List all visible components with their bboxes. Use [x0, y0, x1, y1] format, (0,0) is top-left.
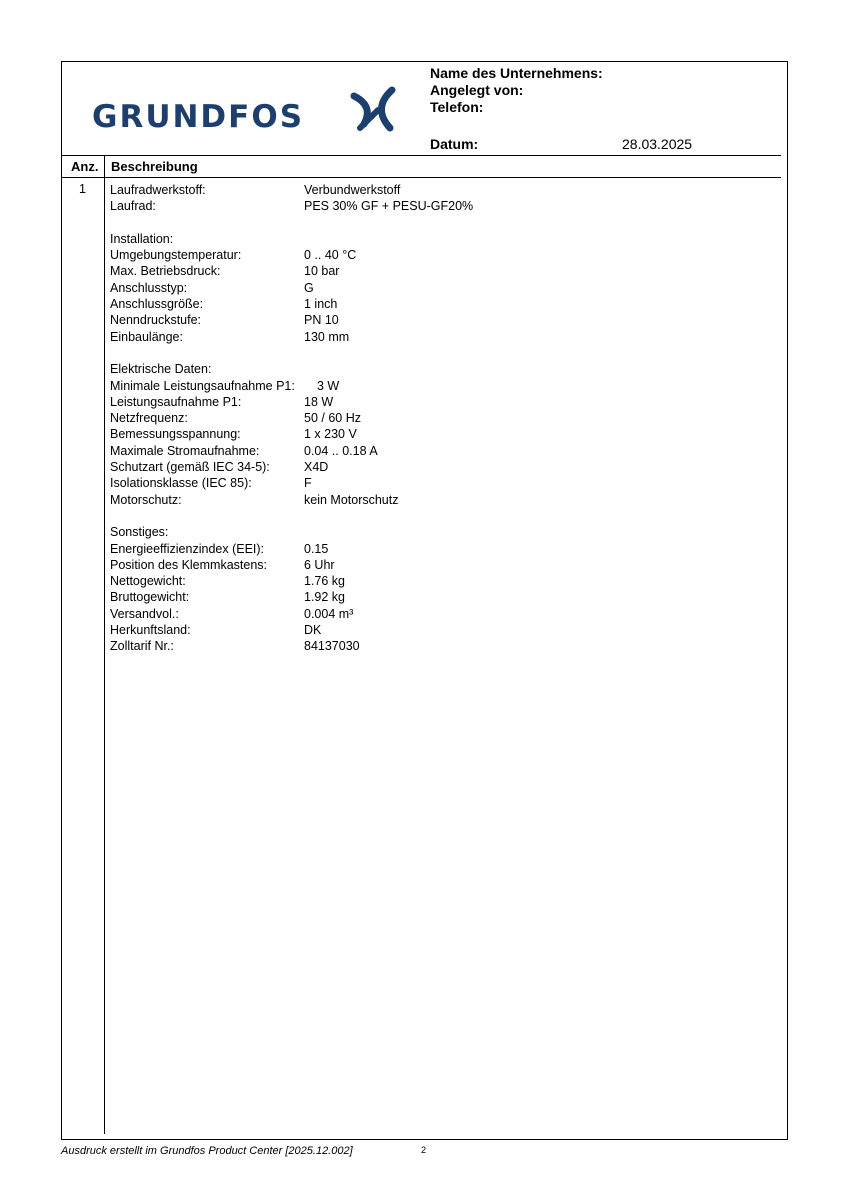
- spec-value: 0 .. 40 °C: [304, 248, 357, 263]
- spec-value: Verbundwerkstoff: [304, 183, 401, 197]
- spec-value: 84137030: [304, 639, 360, 654]
- spec-value: 0.15: [304, 541, 329, 556]
- spec-label: Motorschutz:: [110, 492, 182, 507]
- spec-value: G: [304, 280, 314, 295]
- spec-label: Nenndruckstufe:: [110, 313, 202, 328]
- spec-value: 130 mm: [304, 329, 350, 344]
- spec-label: Leistungsaufnahme P1:: [110, 394, 242, 409]
- spec-label: Position des Klemmkastens:: [110, 557, 268, 572]
- spec-label: Nettogewicht:: [110, 574, 186, 589]
- page-number: 2: [421, 1145, 427, 1155]
- spec-value: 1 inch: [304, 297, 338, 312]
- spec-label: Minimale Leistungsaufnahme P1:: [110, 378, 295, 393]
- spec-label: Versandvol.:: [110, 606, 179, 621]
- spec-label: Herkunftsland:: [110, 623, 191, 638]
- spec-value: PN 10: [304, 313, 339, 328]
- spec-value: 1 x 230 V: [304, 427, 357, 442]
- phone-label: Telefon:: [430, 99, 484, 115]
- spec-value: 0.004 m³: [304, 606, 354, 621]
- spec-value: 6 Uhr: [304, 557, 335, 572]
- date-value: 28.03.2025: [622, 136, 693, 152]
- spec-value: 18 W: [304, 394, 334, 409]
- header-divider-top: [61, 155, 781, 156]
- spec-label: Zolltarif Nr.:: [110, 639, 174, 654]
- spec-value: PES 30% GF + PESU-GF20%: [304, 199, 474, 214]
- spec-label: Max. Betriebsdruck:: [110, 264, 221, 279]
- spec-label: Einbaulänge:: [110, 329, 183, 344]
- header-divider-bottom: [61, 177, 781, 178]
- spec-value: 50 / 60 Hz: [304, 411, 361, 426]
- created-by-label: Angelegt von:: [430, 82, 524, 98]
- spec-value: DK: [304, 623, 322, 638]
- company-label: Name des Unternehmens:: [430, 65, 603, 81]
- spec-label: Isolationsklasse (IEC 85):: [110, 476, 252, 491]
- spec-value: 1.76 kg: [304, 574, 346, 589]
- spec-label: Netzfrequenz:: [110, 411, 188, 426]
- spec-value: 1.92 kg: [304, 590, 346, 605]
- logo-wordmark: GRUNDFOS: [92, 99, 305, 132]
- spec-value: F: [304, 476, 312, 491]
- spec-label: Installation:: [110, 231, 174, 246]
- logo-mark-icon: [354, 90, 392, 128]
- company-info: [430, 65, 603, 116]
- spec-label: Schutzart (gemäß IEC 34-5):: [110, 460, 270, 475]
- spec-value: 10 bar: [304, 264, 340, 279]
- spec-label: Laufrad:: [110, 199, 156, 214]
- spec-label: Anschlussgröße:: [110, 297, 204, 312]
- column-header-qty: Anz.: [71, 159, 99, 174]
- grundfos-logo: [92, 86, 402, 132]
- spec-value: 0.04 .. 0.18 A: [304, 443, 378, 458]
- spec-label: Umgebungstemperatur:: [110, 248, 242, 263]
- spec-label: Anschlusstyp:: [110, 280, 188, 295]
- spec-label: Maximale Stromaufnahme:: [110, 443, 260, 458]
- spec-label: Sonstiges:: [110, 525, 169, 540]
- spec-label: Elektrische Daten:: [110, 362, 212, 377]
- footer-note: Ausdruck erstellt im Grundfos Product Center [2025.12.002]: [61, 1145, 353, 1157]
- spec-value: 3 W: [317, 378, 340, 393]
- spec-label: Laufradwerkstoff:: [110, 183, 206, 197]
- spec-label: Bemessungsspannung:: [110, 427, 241, 442]
- date-label: Datum:: [430, 136, 479, 152]
- quantity-value: 1: [79, 182, 86, 196]
- spec-label: Bruttogewicht:: [110, 590, 190, 605]
- column-divider: [104, 155, 105, 1134]
- column-header-description: Beschreibung: [111, 159, 198, 174]
- spec-label: Energieeffizienzindex (EEI):: [110, 541, 265, 556]
- spec-value: X4D: [304, 460, 329, 475]
- spec-value: kein Motorschutz: [304, 492, 399, 507]
